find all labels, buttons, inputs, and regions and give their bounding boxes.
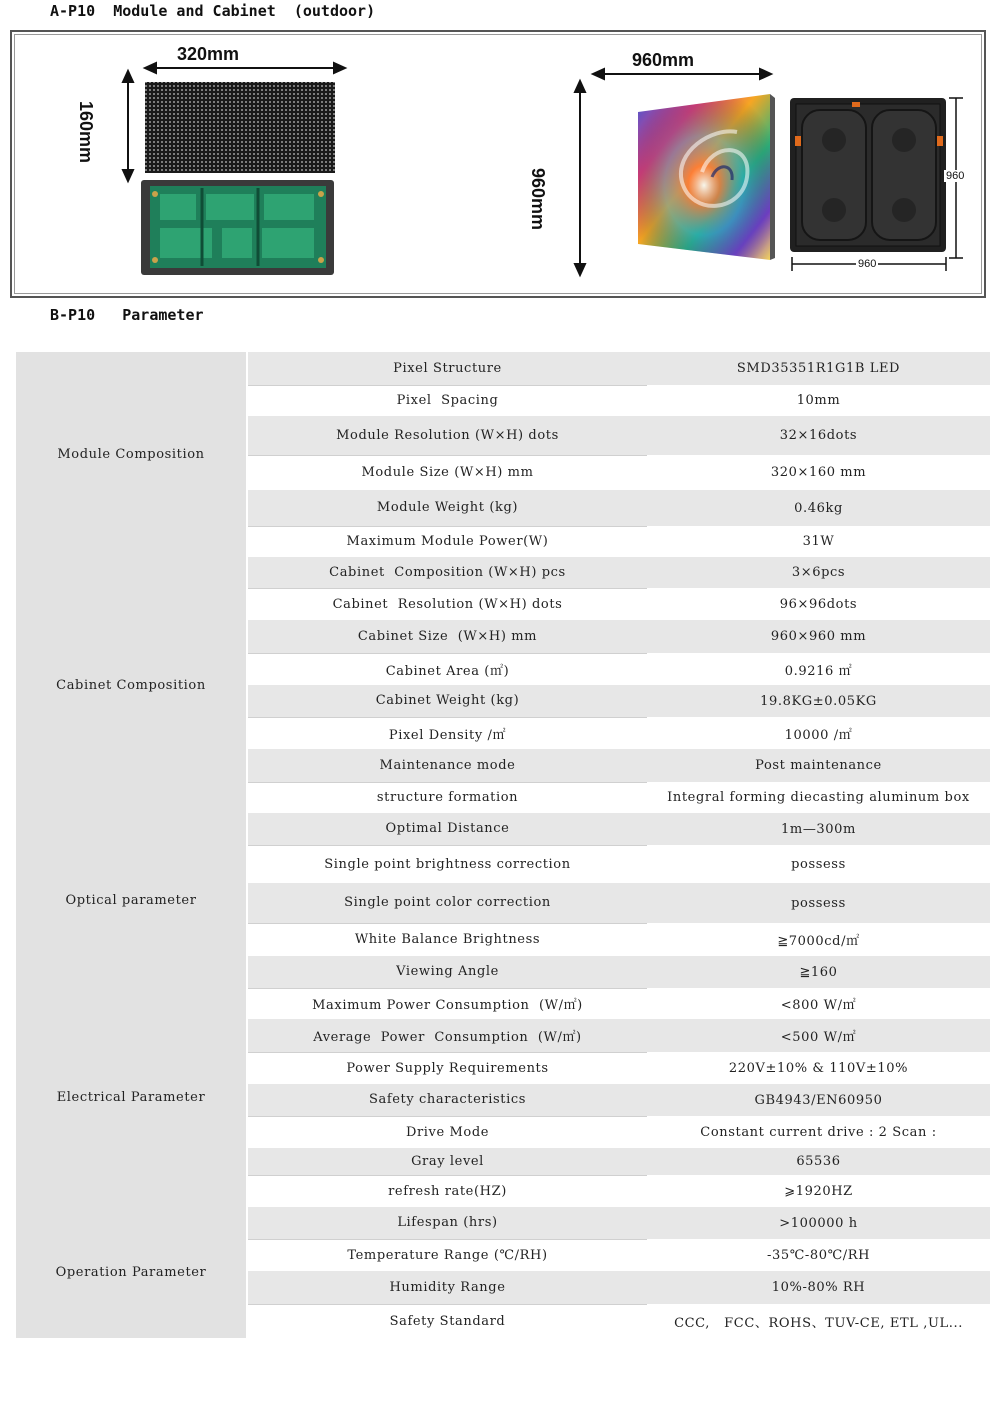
param-value: 0.9216 ㎡ bbox=[647, 653, 990, 685]
param-name: Cabinet Resolution (W×H) dots bbox=[247, 588, 647, 620]
cabinet-height-arrow bbox=[575, 81, 585, 275]
param-value: 960×960 mm bbox=[647, 620, 990, 653]
param-name: Average Power Consumption (W/㎡) bbox=[247, 1019, 647, 1052]
param-name: White Balance Brightness bbox=[247, 923, 647, 956]
cabinet-width-label: 960mm bbox=[632, 50, 695, 70]
module-height-arrow bbox=[123, 71, 133, 181]
param-group-label: Electrical Parameter bbox=[16, 988, 247, 1207]
param-name: Pixel Density /㎡ bbox=[247, 717, 647, 749]
param-value: 96×96dots bbox=[647, 588, 990, 620]
param-name: Temperature Range (℃/RH) bbox=[247, 1239, 647, 1271]
param-name: Humidity Range bbox=[247, 1271, 647, 1304]
parameter-table bbox=[16, 352, 990, 1338]
param-value: ≧160 bbox=[647, 956, 990, 988]
module-front-image bbox=[145, 82, 335, 173]
param-row bbox=[16, 988, 990, 1019]
param-value: Post maintenance bbox=[647, 749, 990, 782]
figure-drawing bbox=[12, 32, 988, 300]
param-value: Integral forming diecasting aluminum box bbox=[647, 782, 990, 813]
param-value: -35℃-80℃/RH bbox=[647, 1239, 990, 1271]
back-height-label: 960 bbox=[946, 170, 965, 182]
param-name: Maximum Module Power(W) bbox=[247, 526, 647, 557]
param-group-label: Cabinet Composition bbox=[16, 557, 247, 813]
param-name: Single point color correction bbox=[247, 883, 647, 923]
module-cabinet-figure bbox=[10, 30, 986, 298]
param-value: 220V±10% & 110V±10% bbox=[647, 1052, 990, 1084]
param-name: Safety characteristics bbox=[247, 1084, 647, 1116]
module-height-label: 160mm bbox=[76, 101, 96, 164]
param-name: Viewing Angle bbox=[247, 956, 647, 988]
param-name: Cabinet Area (㎡) bbox=[247, 653, 647, 685]
param-row bbox=[16, 352, 990, 385]
param-value: 320×160 mm bbox=[647, 455, 990, 490]
param-value: 1m—300m bbox=[647, 813, 990, 845]
param-value: GB4943/EN60950 bbox=[647, 1084, 990, 1116]
param-name: Module Size (W×H) mm bbox=[247, 455, 647, 490]
param-value: 10000 /㎡ bbox=[647, 717, 990, 749]
param-name: structure formation bbox=[247, 782, 647, 813]
param-name: Cabinet Composition (W×H) pcs bbox=[247, 557, 647, 588]
param-name: Optimal Distance bbox=[247, 813, 647, 845]
param-name: Gray level bbox=[247, 1148, 647, 1175]
section-a-title: A-P10 Module and Cabinet (outdoor) bbox=[50, 2, 376, 20]
param-value: <800 W/㎡ bbox=[647, 988, 990, 1019]
param-value: SMD35351R1G1B LED bbox=[647, 352, 990, 385]
param-name: Cabinet Size (W×H) mm bbox=[247, 620, 647, 653]
param-value: Constant current drive : 2 Scan : bbox=[647, 1116, 990, 1148]
param-name: Lifespan (hrs) bbox=[247, 1207, 647, 1239]
param-group-label: Optical parameter bbox=[16, 813, 247, 988]
param-row bbox=[16, 1207, 990, 1239]
cabinet-height-label: 960mm bbox=[528, 168, 548, 231]
param-name: Maintenance mode bbox=[247, 749, 647, 782]
param-name: Module Resolution (W×H) dots bbox=[247, 416, 647, 455]
module-width-label: 320mm bbox=[177, 44, 240, 64]
param-name: refresh rate(HZ) bbox=[247, 1175, 647, 1207]
module-width-arrow bbox=[145, 63, 345, 73]
param-name: Safety Standard bbox=[247, 1304, 647, 1338]
param-value: possess bbox=[647, 883, 990, 923]
param-group-label: Operation Parameter bbox=[16, 1207, 247, 1338]
param-value: 65536 bbox=[647, 1148, 990, 1175]
module-back-image bbox=[141, 180, 334, 275]
param-group-label: Module Composition bbox=[16, 352, 247, 557]
param-name: Single point brightness correction bbox=[247, 845, 647, 883]
cabinet-front-image bbox=[638, 94, 775, 260]
param-value: 32×16dots bbox=[647, 416, 990, 455]
param-name: Pixel Structure bbox=[247, 352, 647, 385]
param-value: CCC, FCC、ROHS、TUV-CE, ETL ,UL... bbox=[647, 1304, 990, 1338]
param-value: 0.46kg bbox=[647, 490, 990, 526]
param-value: 10mm bbox=[647, 385, 990, 416]
back-width-label: 960 bbox=[858, 258, 877, 270]
section-b-title: B-P10 Parameter bbox=[50, 306, 204, 324]
param-value: 31W bbox=[647, 526, 990, 557]
param-row bbox=[16, 813, 990, 845]
param-row bbox=[16, 557, 990, 588]
param-name: Drive Mode bbox=[247, 1116, 647, 1148]
param-value: <500 W/㎡ bbox=[647, 1019, 990, 1052]
param-name: Module Weight (kg) bbox=[247, 490, 647, 526]
param-name: Maximum Power Consumption (W/㎡) bbox=[247, 988, 647, 1019]
param-name: Cabinet Weight (kg) bbox=[247, 685, 647, 717]
param-value: possess bbox=[647, 845, 990, 883]
param-value: 19.8KG±0.05KG bbox=[647, 685, 990, 717]
param-value: 3×6pcs bbox=[647, 557, 990, 588]
param-name: Power Supply Requirements bbox=[247, 1052, 647, 1084]
param-value: ≧7000cd/㎡ bbox=[647, 923, 990, 956]
cabinet-back-image bbox=[790, 98, 946, 252]
param-value: ⩾1920HZ bbox=[647, 1175, 990, 1207]
param-value: >100000 h bbox=[647, 1207, 990, 1239]
param-name: Pixel Spacing bbox=[247, 385, 647, 416]
param-value: 10%-80% RH bbox=[647, 1271, 990, 1304]
